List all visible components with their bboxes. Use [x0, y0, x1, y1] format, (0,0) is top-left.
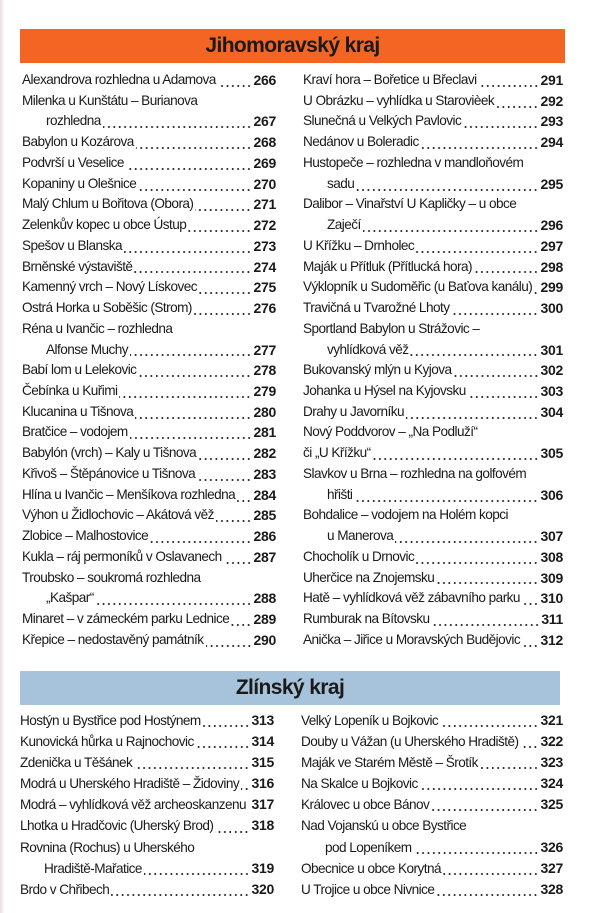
page-number: 266 — [253, 72, 276, 88]
entry-title: Travičná u Tvarožné Lhoty — [303, 300, 450, 316]
page-number: 269 — [253, 154, 276, 171]
dot-leader — [206, 639, 252, 648]
index-entry — [303, 298, 563, 319]
index-column-left — [20, 710, 274, 900]
entry-title: Nový Poddvorov – „Na Podluží“ — [303, 424, 478, 440]
entry-title: Minaret – v zámeckém parku Lednice — [22, 611, 230, 627]
entry-title-continued: pod Lopeníkem — [325, 839, 412, 855]
entry-title: Zelenkův kopec u obce Ústup — [22, 217, 187, 233]
dot-leader — [119, 390, 251, 399]
index-entry — [22, 91, 276, 132]
page-number: 291 — [540, 72, 563, 88]
dot-leader — [134, 265, 251, 274]
entry-title-continued: či „U Křížku“ — [303, 445, 371, 461]
index-column-right — [303, 70, 563, 651]
page-number: 277 — [253, 341, 276, 358]
index-entry — [303, 360, 563, 381]
dot-leader — [363, 224, 539, 233]
dot-leader — [451, 307, 538, 316]
index-entry — [303, 132, 563, 153]
index-entry — [303, 257, 563, 278]
section-title: Zlínský kraj — [235, 676, 345, 699]
entry-title: Sportland Babylon u Strážovic – — [303, 320, 480, 336]
dot-leader — [454, 369, 539, 378]
index-entry — [303, 609, 563, 630]
page-number: 275 — [253, 279, 276, 296]
index-column-left — [22, 70, 276, 651]
page-number: 312 — [540, 631, 563, 648]
entry-title: Křepice – nedostavěný památník — [22, 631, 204, 647]
page-number: 307 — [540, 528, 563, 545]
page-number: 300 — [540, 300, 563, 317]
page-number: 278 — [253, 362, 276, 379]
index-entry — [20, 710, 274, 731]
dot-leader — [199, 286, 252, 295]
entry-title: Réna u Ivančic – rozhledna — [22, 320, 173, 336]
page-number: 304 — [540, 403, 563, 420]
page-number: 284 — [253, 486, 276, 503]
entry-title: Babí lom u Lelekovic — [22, 362, 137, 378]
entry-title: Maják u Přítluk (Přítlucká hora) — [303, 258, 472, 274]
entry-title: Drahy u Javorníku — [303, 403, 404, 419]
page-number: 299 — [540, 279, 563, 296]
section-title: Jihomoravský kraj — [205, 34, 380, 57]
page-number: 305 — [540, 445, 563, 462]
page-number: 319 — [251, 859, 274, 876]
entry-title-continued: rozhledna — [46, 113, 101, 129]
page-number: 283 — [253, 465, 276, 482]
index-entry — [20, 731, 274, 752]
entry-title: Velký Lopeník u Bojkovic — [301, 713, 439, 728]
page-number: 287 — [253, 548, 276, 565]
index-entry — [303, 422, 563, 463]
index-entry — [22, 526, 276, 547]
dot-leader — [195, 203, 251, 212]
section-header-zlinsky — [20, 671, 560, 705]
dot-leader — [196, 740, 250, 749]
page-number: 302 — [540, 362, 563, 379]
index-entry — [22, 215, 276, 236]
index-entry — [301, 731, 563, 752]
dot-leader — [138, 369, 251, 378]
entry-title: Zdenička u Těšánek — [20, 755, 133, 771]
entry-title: Babylon u Kozárova — [22, 134, 134, 150]
page-number: 267 — [253, 113, 276, 130]
page-number: 270 — [253, 175, 276, 192]
dot-leader — [224, 556, 252, 565]
page-number: 294 — [540, 134, 563, 151]
page-number: 315 — [251, 754, 274, 771]
index-entry — [303, 277, 563, 298]
dot-leader — [138, 183, 251, 192]
entry-title: Kunovická hůrka u Rajnochovic — [20, 734, 194, 750]
dot-leader — [410, 348, 538, 357]
index-entry — [303, 111, 563, 132]
dot-leader — [479, 79, 539, 88]
dot-leader — [440, 719, 538, 728]
index-entry — [303, 588, 563, 609]
entry-title: Rovnina (Rochus) u Uherského — [20, 839, 195, 855]
entry-title: Slavkov u Brna – rozhledna na golfovém — [303, 465, 527, 481]
index-entry — [303, 505, 563, 546]
entry-title: Lhotka u Hradčovic (Uherský Brod) — [20, 818, 214, 834]
entry-title: U Křížku – Drnholec — [303, 237, 415, 253]
page-number: 268 — [253, 134, 276, 151]
page-number: 296 — [540, 217, 563, 234]
index-entry — [303, 70, 563, 91]
entry-title: Babylón (vrch) – Kaly u Tišnova — [22, 445, 197, 461]
index-entry — [303, 194, 563, 235]
page-number: 323 — [540, 754, 563, 771]
entry-title: Hustopeče – rozhledna v mandloňovém — [303, 154, 524, 170]
page-number: 295 — [540, 175, 563, 192]
entry-title: Královec u obce Bánov — [301, 797, 430, 813]
entry-title: Nad Vojanskú u obce Bystřice — [301, 818, 467, 834]
index-entry — [22, 381, 276, 402]
page-number: 310 — [540, 590, 563, 607]
entry-title-continued: hřišti — [327, 486, 353, 502]
dot-leader — [416, 245, 538, 254]
page-number: 271 — [253, 196, 276, 213]
dot-leader — [480, 761, 539, 770]
dot-leader — [134, 761, 249, 770]
entry-title-continued: u Manerova — [327, 528, 394, 544]
dot-leader — [354, 494, 538, 503]
page-number: 318 — [251, 817, 274, 834]
page-number: 292 — [540, 92, 563, 109]
page-number: 281 — [253, 424, 276, 441]
dot-leader — [130, 431, 252, 440]
page-number: 289 — [253, 611, 276, 628]
entry-title-continued: „Kašpar“ — [46, 590, 94, 606]
page-number: 298 — [540, 258, 563, 275]
dot-leader — [203, 719, 250, 728]
index-entry — [303, 464, 563, 505]
entry-title-continued: Hradiště-Mařatice — [44, 860, 142, 876]
page-number: 322 — [540, 733, 563, 750]
entry-title: Modrá – vyhlídková věž archeoskanzenu — [20, 797, 246, 813]
entry-title: Výhon u Židlochovic – Akátová věž — [22, 507, 214, 523]
dot-leader — [431, 803, 538, 812]
index-entry — [22, 609, 276, 630]
index-entry — [20, 815, 274, 836]
index-entry — [22, 464, 276, 485]
index-entry — [22, 630, 276, 651]
index-entry — [301, 794, 563, 815]
dot-leader — [520, 740, 538, 749]
page-number: 285 — [253, 507, 276, 524]
dot-leader — [111, 888, 249, 897]
page-number: 274 — [253, 258, 276, 275]
page-number: 321 — [540, 712, 563, 728]
index-entry — [22, 153, 276, 174]
entry-title: Anička – Jiřice u Moravských Budějovic — [303, 631, 521, 647]
index-entry — [301, 710, 563, 731]
dot-leader — [126, 162, 252, 171]
index-entry — [303, 402, 563, 423]
page-number: 301 — [540, 341, 563, 358]
entry-title: Douby u Vážan (u Uherského Hradiště) — [301, 734, 519, 750]
index-entry — [20, 837, 274, 879]
index-entry — [303, 547, 563, 568]
dot-leader — [218, 79, 252, 88]
entry-title: Zlobice – Malhostovice — [22, 528, 149, 544]
page-number: 326 — [540, 838, 563, 855]
index-entry — [22, 547, 276, 568]
entry-title: Ostrá Horka u Soběšic (Strom) — [22, 300, 192, 316]
index-entry — [22, 174, 276, 195]
dot-leader — [463, 120, 538, 129]
entry-title: Kamenný vrch – Nový Lískovec — [22, 279, 197, 295]
page-number: 311 — [541, 611, 563, 628]
page-number: 328 — [540, 880, 563, 897]
page-number: 286 — [253, 528, 276, 545]
page-edge — [0, 0, 5, 913]
entry-title: Kukla – ráj permoníků v Oslavanech — [22, 548, 222, 564]
page-number: 293 — [540, 113, 563, 130]
index-entry — [303, 91, 563, 112]
entry-title: Křivoš – Štěpánovice u Tišnova — [22, 465, 196, 481]
section-header-jihomoravsky — [20, 29, 565, 63]
dot-leader — [136, 141, 252, 150]
entry-title: Bohdalice – vodojem na Holém kopci — [303, 507, 508, 523]
dot-leader — [496, 100, 538, 109]
entry-title: Bratčice – vodojem — [22, 424, 128, 440]
index-entry — [303, 236, 563, 257]
dot-leader — [395, 535, 538, 544]
entry-title: Alexandrova rozhledna u Adamova — [22, 72, 216, 87]
dot-leader — [144, 867, 250, 876]
entry-title: Kopaniny u Olešnice — [22, 175, 137, 191]
dot-leader — [103, 120, 252, 129]
dot-leader — [534, 286, 538, 295]
entry-title: Troubsko – soukromá rozhledna — [22, 569, 201, 585]
dot-leader — [432, 618, 540, 627]
entry-title: Uherčice na Znojemsku — [303, 569, 435, 585]
entry-title: Nedánov u Boleradic — [303, 134, 419, 150]
index-entry — [20, 752, 274, 773]
index-entry — [22, 422, 276, 443]
entry-title: Kraví hora – Bořetice u Břeclavi — [303, 72, 477, 87]
index-entry — [22, 319, 276, 360]
entry-title-continued: Zaječí — [327, 217, 361, 233]
index-entry — [20, 794, 274, 815]
dot-leader — [522, 639, 538, 648]
dot-leader — [216, 514, 252, 523]
dot-leader — [215, 825, 249, 834]
entry-title: Dalibor – Vinařství U Kapličky – u obce — [303, 196, 517, 212]
dot-leader — [135, 411, 251, 420]
dot-leader — [373, 452, 539, 461]
entry-title: Čebínka u Kuřimi — [22, 383, 118, 399]
page-number: 313 — [251, 712, 274, 728]
entry-title: U Obrázku – vyhlídka u Starovièek — [303, 92, 495, 108]
index-entry — [22, 360, 276, 381]
entry-title: Hatě – vyhlídková věž zábavního parku — [303, 590, 520, 606]
page-number: 273 — [253, 237, 276, 254]
dot-leader — [468, 390, 539, 399]
dot-leader — [237, 494, 251, 503]
page-number: 276 — [253, 300, 276, 317]
entry-title: Hlína u Ivančic – Menšíkova rozhledna — [22, 486, 236, 502]
index-entry — [22, 257, 276, 278]
dot-leader — [198, 452, 251, 461]
dot-leader — [436, 576, 538, 585]
page-number: 320 — [251, 880, 274, 897]
entry-title: Obecnice u obce Korytná — [301, 860, 441, 876]
entry-title: Podvrší u Veselice — [22, 154, 124, 170]
index-entry — [301, 752, 563, 773]
entry-title-continued: sadu — [327, 175, 355, 191]
index-entry — [22, 505, 276, 526]
index-entry — [303, 568, 563, 589]
index-entry — [22, 485, 276, 506]
dot-leader — [241, 782, 249, 791]
page-number: 297 — [540, 237, 563, 254]
page-number: 279 — [253, 383, 276, 400]
page-number: 290 — [253, 631, 276, 648]
index-entry — [22, 402, 276, 423]
entry-title: Modrá u Uherského Hradiště – Židoviny — [20, 776, 240, 792]
dot-leader — [150, 535, 251, 544]
entry-title: Johanka u Hýsel na Kyjovsku — [303, 383, 466, 399]
index-entry — [22, 568, 276, 609]
index-entry — [22, 277, 276, 298]
index-entry — [22, 298, 276, 319]
entry-title-continued: vyhlídková věž — [327, 341, 409, 357]
dot-leader — [194, 307, 252, 316]
index-entry — [22, 70, 276, 91]
index-entry — [301, 879, 563, 900]
index-entry — [22, 132, 276, 153]
dot-leader — [436, 888, 538, 897]
dot-leader — [188, 224, 251, 233]
page-number: 306 — [540, 486, 563, 503]
dot-leader — [406, 411, 539, 420]
index-entry — [301, 815, 563, 857]
dot-leader — [421, 141, 539, 150]
index-entry — [20, 773, 274, 794]
page-number: 317 — [251, 796, 274, 813]
entry-title: Maják ve Starém Městě – Šrotík — [301, 755, 478, 771]
dot-leader — [416, 556, 538, 565]
index-column-right — [301, 710, 563, 900]
dot-leader — [130, 348, 252, 357]
dot-leader — [522, 597, 539, 606]
entry-title: Klucanina u Tišnova — [22, 403, 134, 419]
entry-title: Slunečná u Velkých Pavlovic — [303, 113, 462, 129]
dot-leader — [443, 867, 539, 876]
index-entry — [22, 236, 276, 257]
page-number: 303 — [540, 383, 563, 400]
dot-leader — [420, 782, 539, 791]
entry-title: Výklopník u Sudoměřic (u Baťova kanálu) — [303, 279, 533, 295]
index-entry — [303, 630, 563, 651]
dot-leader — [124, 245, 252, 254]
dot-leader — [414, 846, 539, 855]
index-entry — [301, 858, 563, 879]
entry-title: Rumburak na Bítovsku — [303, 611, 430, 627]
index-entry — [22, 194, 276, 215]
entry-title-continued: Alfonse Muchy — [46, 341, 129, 357]
dot-leader — [96, 597, 252, 606]
entry-title: Brněnské výstaviště — [22, 258, 133, 274]
dot-leader — [231, 618, 251, 627]
page-number: 324 — [540, 775, 563, 792]
page-number: 308 — [540, 548, 563, 565]
index-entry — [20, 879, 274, 900]
dot-leader — [474, 265, 539, 274]
page-number: 288 — [253, 590, 276, 607]
page-number: 316 — [251, 775, 274, 792]
dot-leader — [248, 803, 250, 812]
entry-title: Malý Chlum u Bořitova (Obora) — [22, 196, 194, 212]
page-number: 309 — [540, 569, 563, 586]
entry-title: Brdo v Chřibech — [20, 881, 110, 897]
index-entry — [301, 773, 563, 794]
index-entry — [22, 443, 276, 464]
entry-title: U Trojice u obce Nivnice — [301, 881, 435, 897]
page-number: 327 — [540, 859, 563, 876]
entry-title: Spešov u Blanska — [22, 237, 123, 253]
index-entry — [303, 319, 563, 360]
index-entry — [303, 153, 563, 194]
index-entry — [303, 381, 563, 402]
entry-title: Na Skalce u Bojkovic — [301, 776, 418, 792]
entry-title: Milenka u Kunštátu – Burianova — [22, 92, 198, 108]
dot-leader — [356, 183, 538, 192]
page-number: 325 — [540, 796, 563, 813]
entry-title: Hostýn u Bystřice pod Hostýnem — [20, 713, 201, 728]
page-number: 282 — [253, 445, 276, 462]
entry-title: Chocholík u Drnovic — [303, 548, 415, 564]
page-number: 272 — [253, 217, 276, 234]
page-number: 314 — [251, 733, 274, 750]
entry-title: Bukovanský mlýn u Kyjova — [303, 362, 452, 378]
dot-leader — [197, 473, 251, 482]
page-number: 280 — [253, 403, 276, 420]
